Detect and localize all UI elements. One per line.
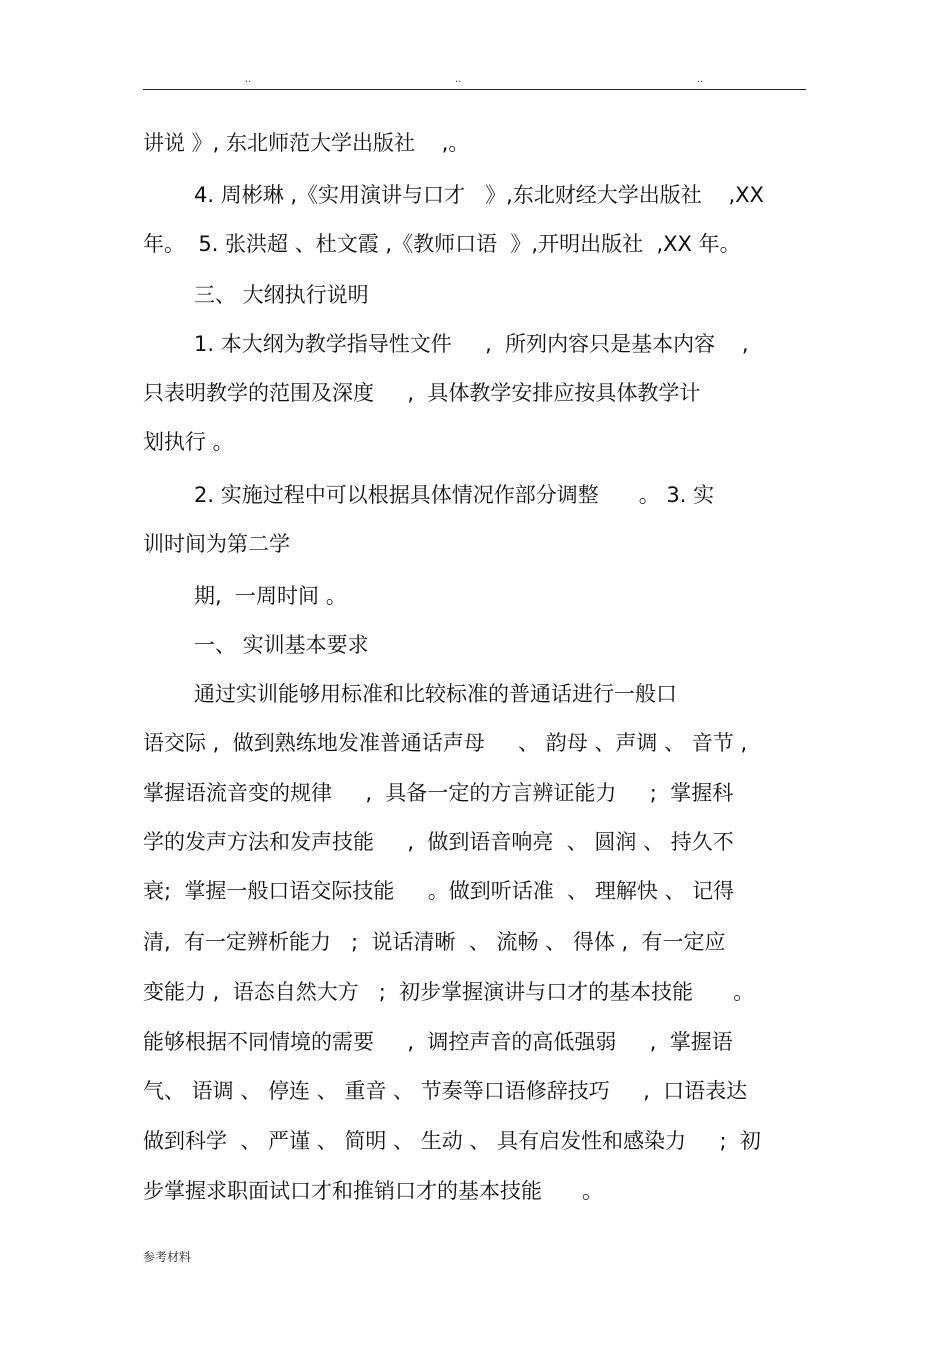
text-line: 通过实训能够用标准和比较标准的普通话进行一般口 (194, 682, 677, 706)
text-line: 气、 语调 、 停连 、 重音 、 节奏等口语修辞技巧 , 口语表达 (143, 1079, 748, 1103)
header-mark: .. (697, 74, 704, 85)
text-line: 衰; 掌握一般口语交际技能 。做到听话准 、 理解快 、 记得 (143, 879, 735, 903)
text-line: 语交际 , 做到熟练地发准普通话声母 、 韵母 、声调 、 音节 , (143, 731, 748, 755)
text-line: 划执行 。 (143, 430, 234, 454)
text-line: 期, 一周时间 。 (194, 584, 347, 608)
text-line: 1. 本大纲为教学指导性文件 , 所列内容只是基本内容 , (194, 332, 749, 356)
header-mark: .. (245, 74, 252, 85)
header-mark: .. (455, 74, 462, 85)
text-line: 变能力 , 语态自然大方 ; 初步掌握演讲与口才的基本技能 。 (143, 980, 755, 1004)
text-line: 4. 周彬琳 ,《实用演讲与口才 》,东北财经大学出版社 ,XX (194, 183, 764, 207)
text-line: 年。 5. 张洪超 、杜文霞 ,《教师口语 》,开明出版社 ,XX 年。 (143, 232, 741, 256)
text-line: 做到科学 、 严谨 、 简明 、 生动 、 具有启发性和感染力 ; 初 (143, 1129, 761, 1153)
text-line: 2. 实施过程中可以根据具体情况作部分调整 。 3. 实 (194, 483, 715, 507)
text-line: 只表明教学的范围及深度 , 具体教学安排应按具体教学计 (143, 381, 701, 405)
section-heading: 一、 实训基本要求 (194, 633, 369, 657)
text-line: 讲说 》, 东北师范大学出版社 ,。 (143, 131, 470, 155)
footer-label: 参考材料 (143, 1250, 192, 1264)
section-heading: 三、 大纲执行说明 (194, 283, 369, 307)
header-marks (143, 74, 806, 86)
header-rule (143, 89, 806, 90)
text-line: 掌握语流音变的规律 , 具备一定的方言辨证能力 ; 掌握科 (143, 781, 734, 805)
text-line: 学的发声方法和发声技能 , 做到语音响亮 、 圆润 、 持久不 (143, 830, 734, 854)
text-line: 清, 有一定辨析能力 ; 说话清晰 、 流畅 、 得体 , 有一定应 (143, 930, 726, 954)
text-line: 能够根据不同情境的需要 , 调控声音的高低强弱 , 掌握语 (143, 1030, 733, 1054)
text-line: 训时间为第二学 (143, 532, 290, 556)
text-line: 步掌握求职面试口才和推销口才的基本技能 。 (143, 1179, 604, 1203)
